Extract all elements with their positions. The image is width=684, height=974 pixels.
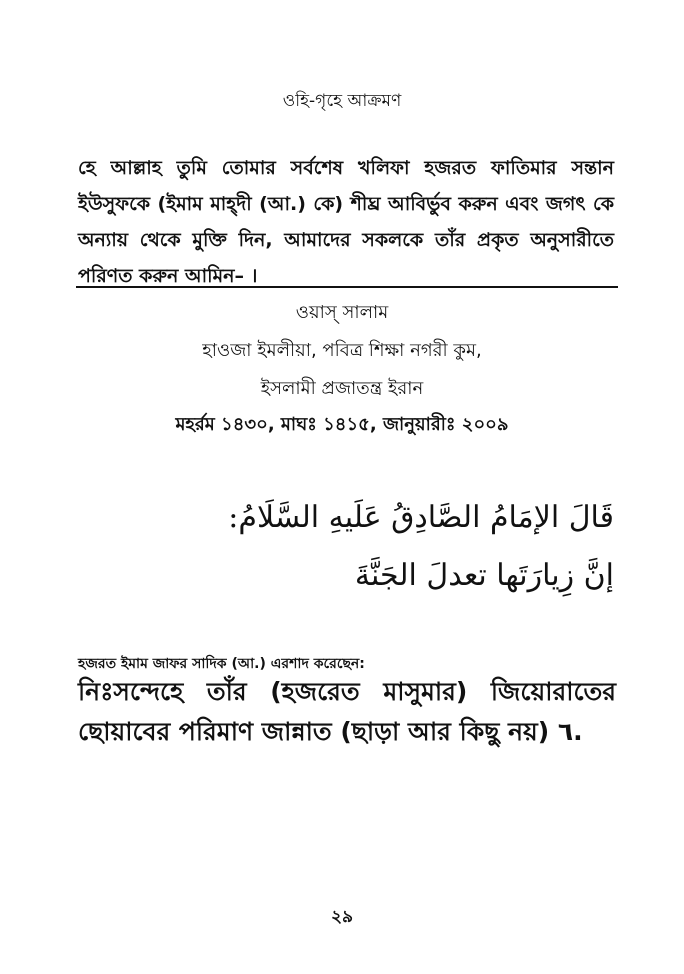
date-line: মহর্রম ১৪৩০, মাঘঃ ১৪১৫, জানুয়ারীঃ ২০০৯	[175, 414, 509, 435]
arabic-attribution: قَالَ الإمَامُ الصَّادِقُ عَلَيهِ السَّلَامُ:	[228, 500, 614, 535]
salutation: ওয়াস্ সালাম	[295, 302, 389, 323]
prayer-paragraph: হে আল্লাহ তুমি তোমার সর্বশেষ খলিফা হজরত ফাতিমার সন্তান ইউসুফকে (ইমাম মাহ্দী (আ.) কে) শীঘ্র আবির্ভুব করুন এবং জগৎ কে অন্যায় থেকে মুক্তি দিন, আমাদের সকলকে তাঁর প্রকৃত অনুসারীতে পরিণত করুন আমিন– ।	[78, 157, 614, 287]
page-number: ২৯	[330, 907, 354, 927]
arabic-hadith: إنَّ زِيارَتَها تعدلَ الجَنَّةَ	[354, 558, 614, 593]
divider-rule	[76, 286, 618, 288]
hadith-translation: নিঃসন্দেহে তাঁর (হজরেত মাসুমার) জিয়োরাতের ছোয়াবের পরিমাণ জান্নাত (ছাড়া আর কিছু নয়) ٦.	[78, 677, 616, 746]
country-line: ইসলামী প্রজাতন্ত্র ইরান	[260, 378, 424, 399]
running-head: ওহি-গৃহে আক্রমণ	[282, 91, 402, 111]
narration-label: হজরত ইমাম জাফর সাদিক (আ.) এরশাদ করেছেন:	[78, 656, 365, 672]
institution-line: হাওজা ইমলীয়া, পবিত্র শিক্ষা নগরী কুম,	[202, 340, 482, 361]
